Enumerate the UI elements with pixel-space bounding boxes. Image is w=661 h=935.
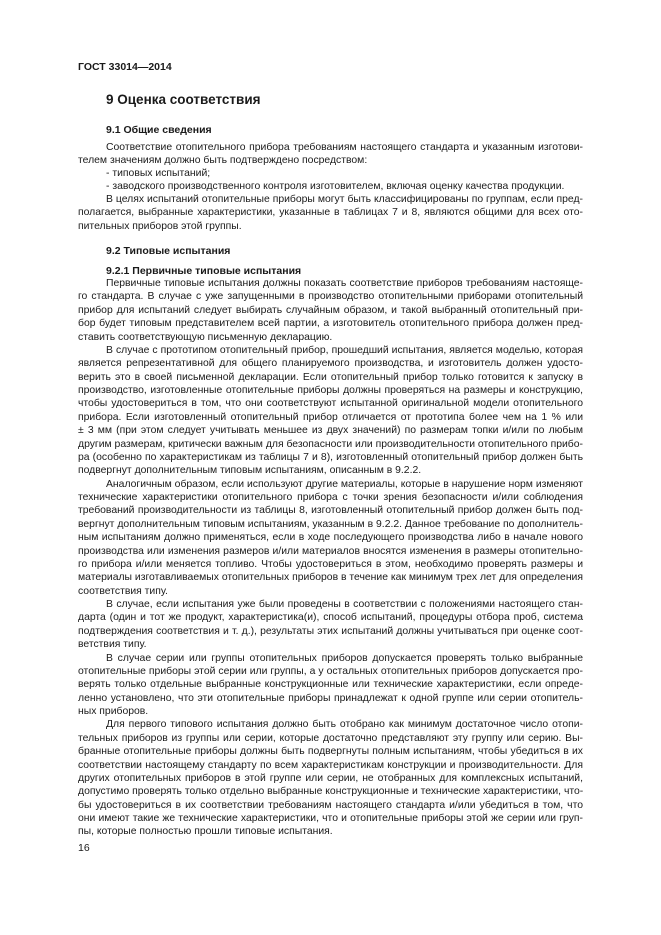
text-line: верить это в своей письменной декларации. Если отопительный прибор только готовится к запуску в: [78, 371, 583, 383]
paragraph: [78, 344, 583, 478]
section-title: 9 Оценка соответствия: [106, 92, 261, 107]
text-line: других отопительных приборов в этой группе или серии, не отобранных для комплексных испытаний,: [78, 772, 583, 784]
text-line: отопительные приборы этой серии или группы, а у остальных отопительных приборов допускается про-: [78, 665, 583, 677]
text-line: Соответствие отопительного прибора требованиям настоящего стандарта и указанным изготови-: [106, 142, 583, 153]
paragraph: [78, 718, 583, 838]
text-line: технические характеристики отопительного прибора с точки зрения безопасности и/или соблюдения: [78, 492, 583, 503]
text-line: ра (особенно по характеристикам из таблицы 7 и 8), изготовленный отопительный прибор должен быть: [78, 451, 583, 463]
text-line: - заводского производственного контроля изготовителем, включая оценку качества продукции.: [106, 181, 565, 193]
section-9-2-1-body: [78, 277, 583, 839]
text-line: прибора. Если изготовленный отопительный прибор отличается от прототипа более чем на 1 % или: [78, 411, 583, 423]
text-line: Аналогичным образом, если используют другие материалы, которые в нарушение норм изменяют: [106, 478, 583, 490]
text-line: производства или изменения размеров и/или материалов вносятся изменения в размеры отопительно-: [78, 545, 583, 557]
text-line: пительных приборов этой группы.: [78, 220, 242, 232]
text-line: Для первого типового испытания должно быть отобрано как минимум достаточное число отопи-: [106, 719, 583, 731]
text-line: ленно установлено, что эти отопительные приборы принадлежат к одной группе или серии отопитель-: [78, 692, 583, 704]
paragraph: [78, 277, 583, 344]
text-line: - типовых испытаний;: [106, 168, 211, 180]
text-line: ± 3 мм (при этом следует учитывать меньшее из двух значений) по размерам топки и/или по любым: [78, 425, 583, 437]
text-line: го стандарта. В случае с уже запущенными в производство отопительными приборами отопительный: [78, 291, 583, 303]
text-line: ветствия типу.: [78, 639, 147, 651]
paragraph: [78, 193, 583, 232]
text-line: подтверждения соответствия и т. д.), результаты этих испытаний должны учитываться при оценке соот-: [78, 625, 583, 637]
text-line: требований производительности из таблицы 8, изготовленный отопительный прибор должен быть под-: [78, 505, 583, 517]
text-line: В случае серии или группы отопительных приборов допускается проверять только выбранные: [106, 652, 583, 664]
text-line: пы, которые полностью прошли типовые испытания.: [78, 826, 333, 838]
text-line: полагается, выбранные характеристики, указанные в таблицах 7 и 8, являются общими для всех ото-: [78, 207, 583, 219]
text-line: соответствии настоящему стандарту по всем характеристикам конструкции и производительности. Для: [78, 759, 583, 771]
text-line: Первичные типовые испытания должны показать соответствие приборов требованиям настояще-: [106, 278, 583, 289]
text-line: го прибора и/или меняется топливо. Чтобы удостовериться в этом, необходимо проверять размеры и: [78, 558, 583, 570]
text-line: В целях испытаний отопительные приборы могут быть классифицированы по группам, если пред-: [106, 194, 583, 206]
text-line: допустимо проверять только отдельно выбранные конструкционные и технические характеристики, что-: [78, 786, 584, 798]
text-line: подвергнут дополнительным типовым испытаниям, описанным в 9.2.2.: [78, 465, 422, 477]
text-line: вергнут дополнительным типовым испытаниям, указанным в 9.2.2. Данное требование по дополнитель-: [78, 518, 583, 530]
paragraph: [78, 652, 583, 719]
text-line: ставить соответствующую письменную декларацию.: [78, 331, 333, 343]
text-line: производство, изготовленные отопительные приборы должны проверяться на размеры и конструкцию,: [78, 385, 583, 396]
section-9-1-body: [78, 141, 583, 233]
text-line: является репрезентативной для общего планируемого производства, и изготовитель должен удосто-: [78, 358, 583, 370]
text-line: соответствия типу.: [78, 585, 168, 597]
text-line: другим размерам, критически важным для безопасности или производительности отопительного прибо-: [78, 438, 583, 450]
text-line: материалы изготавливаемых отопительных приборов в течение как минимум трех лет для определения: [78, 572, 583, 584]
paragraph: [78, 598, 583, 652]
subsection-title-9-1: 9.1 Общие сведения: [106, 124, 212, 136]
paragraph: [78, 478, 583, 598]
text-line: тельных приборов из группы или серии, которые достаточно представляют эту группу или серию. Вы-: [78, 732, 583, 744]
text-line: они имеют такие же технические характеристики, что и отопительные приборы этой же серии или груп-: [78, 813, 583, 824]
page-number: 16: [78, 842, 90, 854]
text-line: бор будет типовым представителем всей партии, а изготовитель отопительного прибора должен пред-: [78, 318, 583, 330]
subsection-title-9-2-1: 9.2.1 Первичные типовые испытания: [106, 265, 302, 277]
paragraph: [78, 141, 583, 167]
document-header: ГОСТ 33014—2014: [78, 61, 172, 73]
paragraph: [78, 180, 583, 193]
text-line: дарта (один и тот же продукт, характеристика(и), способ испытаний, процедуры отбора проб, система: [78, 612, 583, 624]
text-line: ным испытаниям должно применяться, если в ходе последующего производства либо в начале нового: [78, 532, 583, 544]
text-line: телем значениям должно быть подтверждено посредством:: [78, 155, 368, 167]
text-line: чтобы удостовериться в том, что они соответствуют испытанной оригинальной модели отопительного: [78, 398, 583, 410]
paragraph: [78, 167, 583, 180]
text-line: бранные отопительные приборы должны быть подвергнуты полным испытаниям, чтобы убедиться в их: [78, 746, 583, 758]
text-line: В случае с прототипом отопительный прибор, прошедший испытания, является моделью, которая: [106, 344, 583, 356]
text-line: верять только отдельные выбранные конструкционные или технические характеристики, если опреде-: [78, 679, 583, 691]
text-line: прибор для испытаний следует выбирать случайным образом, и такой выбранный отопительный при-: [78, 304, 583, 316]
text-line: ных приборов.: [78, 706, 149, 717]
text-line: бы удостовериться в их соответствии требованиям настоящего стандарта и/или убедиться в том, что: [78, 799, 583, 811]
text-line: В случае, если испытания уже были проведены в соответствии с положениями настоящего стан-: [106, 599, 583, 610]
subsection-title-9-2: 9.2 Типовые испытания: [106, 245, 231, 257]
